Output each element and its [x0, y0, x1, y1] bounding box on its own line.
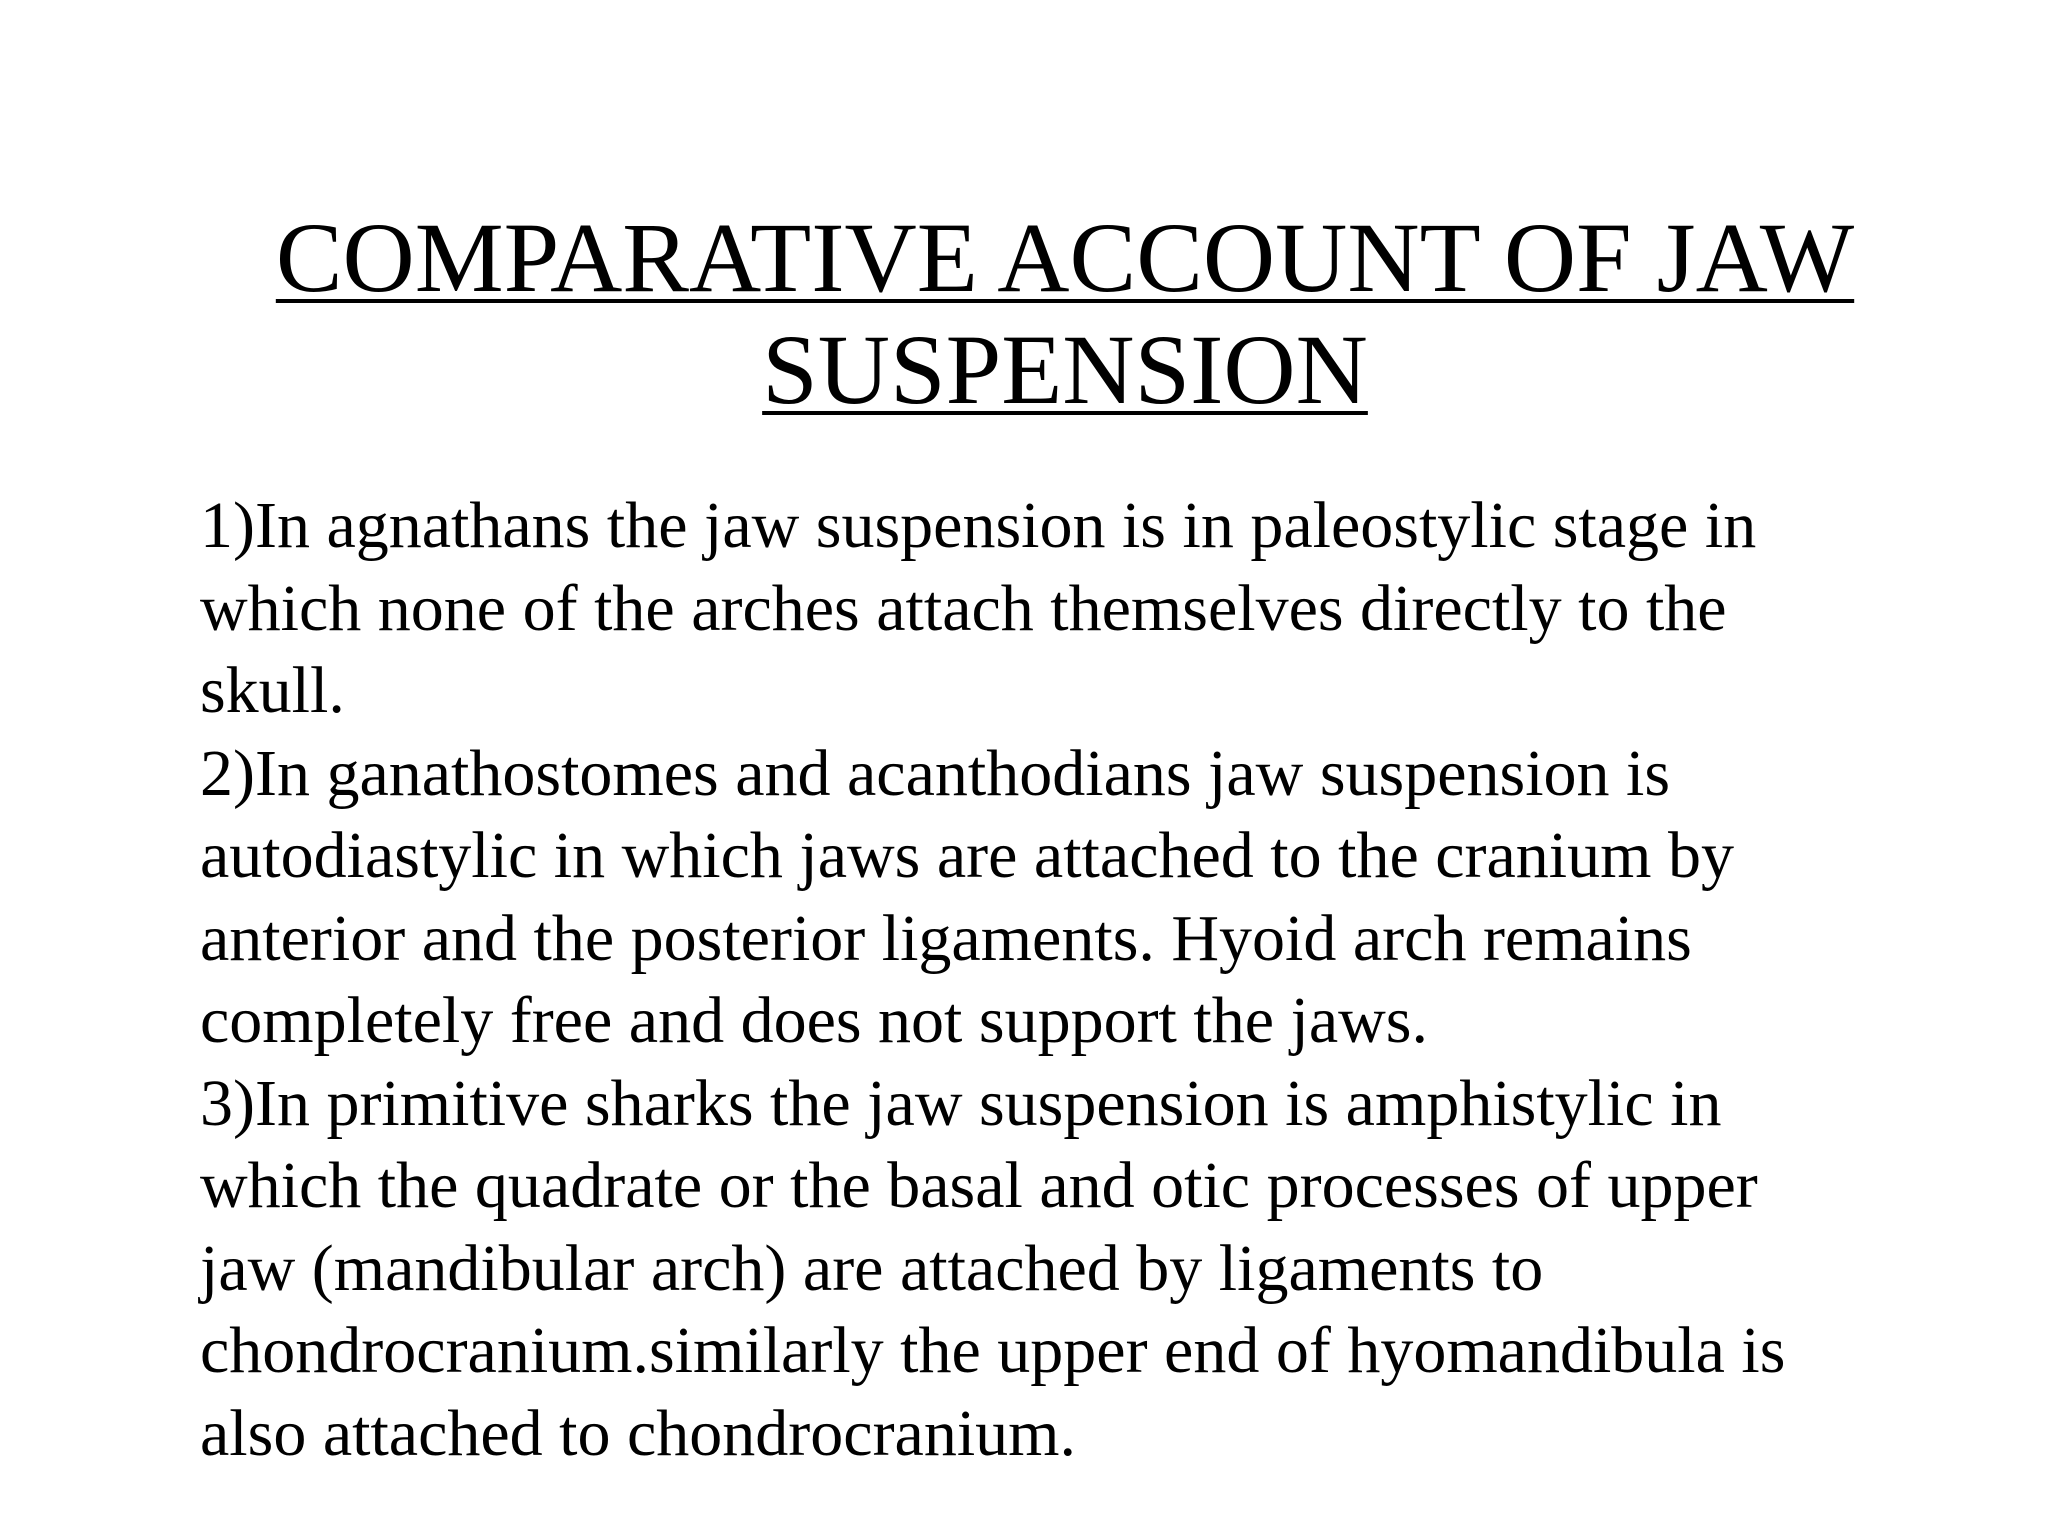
slide-title: [0, 202, 2048, 426]
body-line: anterior and the posterior ligaments. Hyoid arch remains: [200, 901, 1692, 975]
slide-body: [200, 485, 1960, 1475]
body-line: skull.: [200, 654, 345, 727]
body-line: chondrocranium.similarly the upper end of hyomandibula is: [200, 1314, 1786, 1387]
title-line-2: SUSPENSION: [762, 314, 1368, 425]
title-line-1: COMPARATIVE ACCOUNT OF JAW: [275, 202, 1855, 313]
body-line: which none of the arches attach themselves directly to the: [200, 571, 1727, 645]
body-line: also attached to chondrocranium.: [200, 1396, 1077, 1470]
body-line: 1)In agnathans the jaw suspension is in paleostylic stage in: [200, 489, 1757, 562]
body-line: jaw (mandibular arch) are attached by ligaments to: [200, 1231, 1544, 1305]
body-line: 2)In ganathostomes and acanthodians jaw suspension is: [200, 736, 1671, 810]
body-line: autodiastylic in which jaws are attached to the cranium by: [200, 819, 1734, 892]
body-line: completely free and does not support the jaws.: [200, 984, 1428, 1057]
body-line: which the quadrate or the basal and otic processes of upper: [200, 1149, 1758, 1222]
body-line: 3)In primitive sharks the jaw suspension is amphistylic in: [200, 1066, 1722, 1140]
